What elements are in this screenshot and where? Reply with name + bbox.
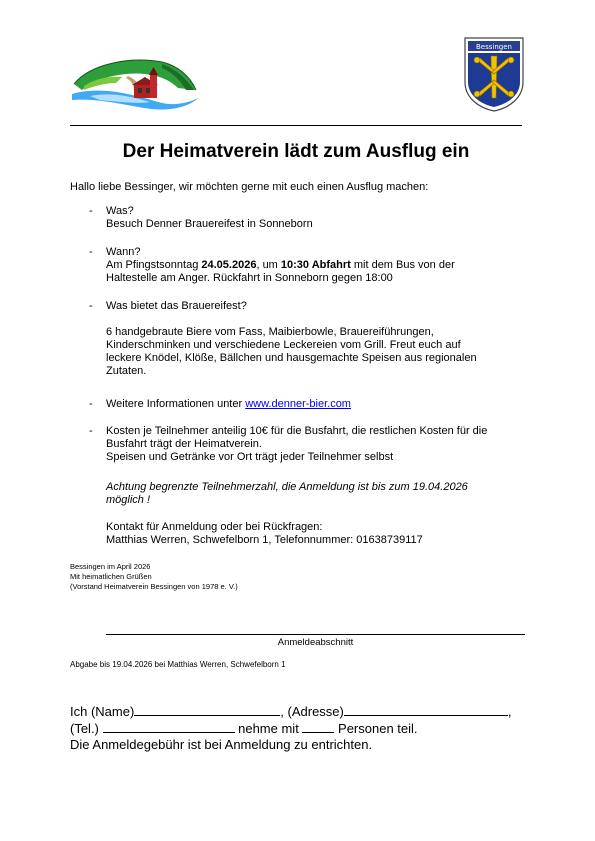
- landscape-with-church-logo: [70, 50, 200, 112]
- registration-warning: [106, 481, 526, 507]
- item-label: Was?: [106, 205, 134, 217]
- address-field[interactable]: [344, 703, 508, 716]
- item-when-line: [106, 259, 526, 272]
- header-divider: [70, 125, 522, 126]
- registration-form: [70, 703, 530, 753]
- item-text: Besuch Denner Brauereifest in Sonneborn: [106, 218, 313, 230]
- coat-of-arms-shield-icon: [463, 36, 525, 112]
- cost-line: Kosten je Teilnehmer anteilig 10€ für die Busfahrt, die restlichen Kosten für die: [106, 425, 488, 437]
- contact-line: Kontakt für Anmeldung oder bei Rückfragen:: [106, 521, 323, 533]
- item-was: [106, 205, 526, 231]
- name-label: Ich (Name): [70, 704, 135, 719]
- contact-info: [106, 521, 526, 547]
- tel-label: (Tel.): [70, 721, 103, 736]
- address-line-end: ,: [507, 704, 512, 719]
- bullet-marker: -: [89, 246, 93, 258]
- departure-time: 10:30 Abfahrt: [280, 259, 351, 271]
- when-suffix: mit dem Bus von der: [350, 259, 455, 271]
- page-title: Der Heimatverein lädt zum Ausflug ein: [122, 141, 470, 162]
- info-text: Weitere Informationen unter: [106, 398, 246, 410]
- description-line: 6 handgebraute Biere vom Fass, Maibierbowle, Brauereiführungen,: [106, 326, 434, 338]
- bullet-marker: -: [89, 398, 93, 410]
- bullet-marker: -: [89, 300, 93, 312]
- cutoff-divider: [106, 634, 525, 635]
- description-line: leckere Knödel, Klöße, Bällchen und hausgemachte Speisen aus regionalen: [106, 352, 477, 364]
- warning-line: Achtung begrenzte Teilnehmerzahl, die Anmeldung ist bis zum 19.04.2026: [106, 481, 468, 493]
- description-line: Kinderschminken und verschiedene Leckereien vom Grill. Freut euch auf: [106, 339, 461, 351]
- item-label: Was bietet das Brauereifest?: [106, 300, 247, 312]
- item-kosten: [106, 425, 526, 464]
- contact-line: Matthias Werren, Schwefelborn 1, Telefonnummer: 01638739117: [106, 534, 423, 546]
- website-link[interactable]: www.denner-bier.com: [245, 398, 351, 410]
- greeting-text: Hallo liebe Bessinger, wir möchten gerne mit euch einen Ausflug machen:: [70, 181, 429, 193]
- signoff-board: (Vorstand Heimatverein Bessingen von 1978 e. V.): [70, 582, 238, 591]
- cutoff-label: Anmeldeabschnitt: [277, 637, 354, 648]
- persons-prefix: nehme mit: [234, 721, 303, 736]
- address-label: , (Adresse): [280, 704, 344, 719]
- tel-field[interactable]: [103, 720, 235, 733]
- event-date: 24.05.2026: [201, 259, 257, 271]
- item-bietet-description: [106, 326, 526, 378]
- cost-line: Speisen und Getränke vor Ort trägt jeder Teilnehmer selbst: [106, 451, 394, 463]
- item-text: Haltestelle am Anger. Rückfahrt in Sonneborn gegen 18:00: [106, 272, 393, 284]
- name-field[interactable]: [134, 703, 280, 716]
- cost-line: Busfahrt trägt der Heimatverein.: [106, 438, 262, 450]
- bullet-marker: -: [89, 205, 93, 217]
- when-prefix: Am Pfingstsonntag: [106, 259, 202, 271]
- crest-label: Bessingen: [476, 43, 512, 51]
- form-line-tel-persons: [70, 720, 530, 737]
- form-line-name-address: [70, 703, 530, 720]
- description-line: Zutaten.: [106, 365, 147, 377]
- warning-line: möglich !: [106, 494, 151, 506]
- item-wann: [106, 246, 526, 285]
- fee-note: Die Anmeldegebühr ist bei Anmeldung zu entrichten.: [70, 737, 373, 752]
- when-middle: , um: [256, 259, 281, 271]
- bullet-marker: -: [89, 425, 93, 437]
- persons-suffix: Personen teil.: [334, 721, 418, 736]
- item-bietet: [106, 300, 526, 313]
- signoff-date: Bessingen im April 2026: [70, 562, 151, 571]
- item-label: Wann?: [106, 246, 141, 258]
- submission-note: Abgabe bis 19.04.2026 bei Matthias Werren, Schwefelborn 1: [70, 660, 286, 669]
- persons-count-field[interactable]: [302, 720, 334, 733]
- signoff-greeting: Mit heimatlichen Grüßen: [70, 572, 152, 581]
- item-info: [106, 398, 526, 411]
